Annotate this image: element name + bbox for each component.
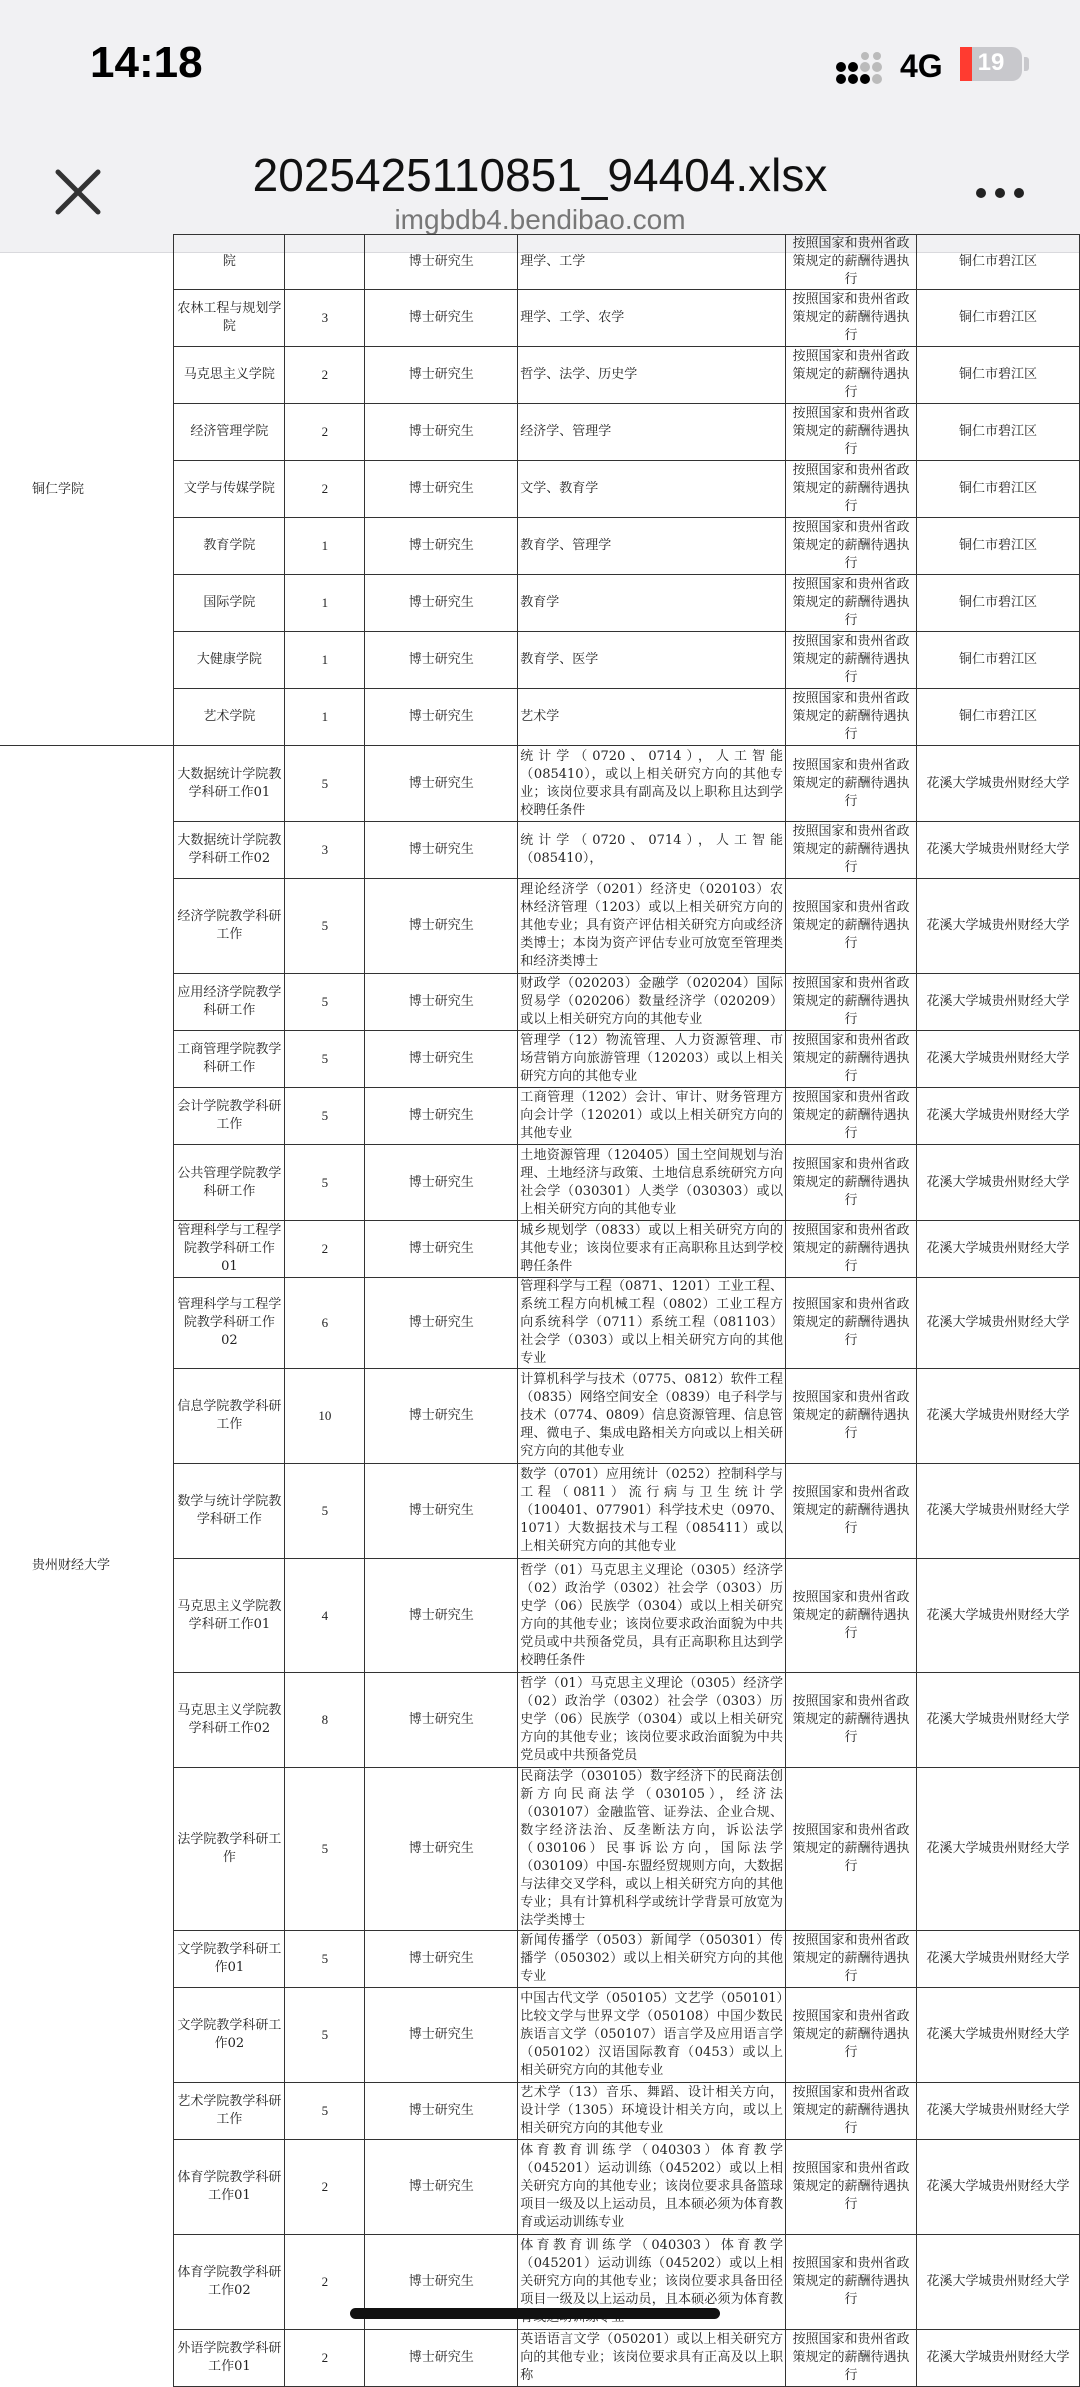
close-icon[interactable] [50, 164, 106, 220]
salary-cell: 按照国家和贵州省政策规定的薪酬待遇执行 [786, 2235, 917, 2330]
location-cell: 花溪大学城贵州财经大学 [916, 1931, 1079, 1988]
file-title: 2025425110851_94404.xlsx [252, 149, 828, 201]
count-cell: 2 [285, 404, 365, 461]
count-cell: 5 [285, 879, 365, 974]
school-group [0, 746, 1080, 2387]
degree-cell: 博士研究生 [365, 1145, 518, 1221]
table-row [0, 235, 1080, 290]
salary-cell: 按照国家和贵州省政策规定的薪酬待遇执行 [786, 1464, 917, 1559]
salary-cell: 按照国家和贵州省政策规定的薪酬待遇执行 [786, 632, 917, 689]
dept-cell: 艺术学院 [174, 689, 285, 746]
count-cell: 5 [285, 1931, 365, 1988]
degree-cell: 博士研究生 [365, 879, 518, 974]
degree-cell: 博士研究生 [365, 1088, 518, 1145]
location-cell: 花溪大学城贵州财经大学 [916, 1369, 1079, 1464]
location-cell: 花溪大学城贵州财经大学 [916, 2083, 1079, 2140]
count-cell: 1 [285, 689, 365, 746]
salary-cell: 按照国家和贵州省政策规定的薪酬待遇执行 [786, 746, 917, 822]
requirement-cell: 财政学（020203）金融学（020204）国际贸易学（020206）数量经济学（020209）或以上相关研究方向的其他专业 [518, 974, 786, 1031]
requirement-cell: 工商管理（1202）会计、审计、财务管理方向会计学（120201）或以上相关研究方向的其他专业 [518, 1088, 786, 1145]
requirement-cell: 理论经济学（0201）经济史（020103）农林经济管理（1203）或以上相关研究方向的其他专业；具有资产评估相关研究方向或经济类博士；本岗为资产评估专业可放宽至管理类和经济类博士 [518, 879, 786, 974]
table-row [0, 746, 1080, 822]
salary-cell: 按照国家和贵州省政策规定的薪酬待遇执行 [786, 1088, 917, 1145]
salary-cell: 按照国家和贵州省政策规定的薪酬待遇执行 [786, 1369, 917, 1464]
location-cell: 铜仁市碧江区 [916, 461, 1079, 518]
count-cell: 5 [285, 1988, 365, 2083]
requirement-cell: 理学、工学 [518, 235, 786, 290]
count-cell: 5 [285, 974, 365, 1031]
degree-cell: 博士研究生 [365, 822, 518, 879]
location-cell: 铜仁市碧江区 [916, 235, 1079, 290]
dept-cell: 大数据统计学院教学科研工作02 [174, 822, 285, 879]
salary-cell: 按照国家和贵州省政策规定的薪酬待遇执行 [786, 1031, 917, 1088]
degree-cell: 博士研究生 [365, 347, 518, 404]
location-cell: 花溪大学城贵州财经大学 [916, 1768, 1079, 1931]
dept-cell: 数学与统计学院教学科研工作 [174, 1464, 285, 1559]
signal-icon [835, 52, 883, 86]
location-cell: 铜仁市碧江区 [916, 347, 1079, 404]
degree-cell: 博士研究生 [365, 1931, 518, 1988]
dept-cell: 艺术学院教学科研工作 [174, 2083, 285, 2140]
degree-cell: 博士研究生 [365, 1221, 518, 1278]
salary-cell: 按照国家和贵州省政策规定的薪酬待遇执行 [786, 822, 917, 879]
salary-cell: 按照国家和贵州省政策规定的薪酬待遇执行 [786, 1768, 917, 1931]
location-cell: 花溪大学城贵州财经大学 [916, 822, 1079, 879]
requirement-cell: 教育学 [518, 575, 786, 632]
degree-cell: 博士研究生 [365, 2330, 518, 2387]
count-cell: 2 [285, 2235, 365, 2330]
dept-cell: 体育学院教学科研工作02 [174, 2235, 285, 2330]
requirement-cell: 哲学（01）马克思主义理论（0305）经济学（02）政治学（0302）社会学（0303）历史学（06）民族学（0304）或以上相关研究方向的其他专业；该岗位要求政治面貌为中共党员或中共预备党员，具有正高职称且达到学校聘任条件 [518, 1559, 786, 1673]
salary-cell: 按照国家和贵州省政策规定的薪酬待遇执行 [786, 1673, 917, 1768]
requirement-cell: 教育学、医学 [518, 632, 786, 689]
salary-cell: 按照国家和贵州省政策规定的薪酬待遇执行 [786, 575, 917, 632]
salary-cell: 按照国家和贵州省政策规定的薪酬待遇执行 [786, 1278, 917, 1369]
count-cell [285, 235, 365, 290]
salary-cell: 按照国家和贵州省政策规定的薪酬待遇执行 [786, 879, 917, 974]
dept-cell: 工商管理学院教学科研工作 [174, 1031, 285, 1088]
degree-cell: 博士研究生 [365, 2235, 518, 2330]
salary-cell: 按照国家和贵州省政策规定的薪酬待遇执行 [786, 2330, 917, 2387]
salary-cell: 按照国家和贵州省政策规定的薪酬待遇执行 [786, 461, 917, 518]
salary-cell: 按照国家和贵州省政策规定的薪酬待遇执行 [786, 1988, 917, 2083]
degree-cell: 博士研究生 [365, 575, 518, 632]
degree-cell: 博士研究生 [365, 1988, 518, 2083]
location-cell: 铜仁市碧江区 [916, 290, 1079, 347]
salary-cell: 按照国家和贵州省政策规定的薪酬待遇执行 [786, 290, 917, 347]
count-cell: 1 [285, 518, 365, 575]
location-cell: 花溪大学城贵州财经大学 [916, 879, 1079, 974]
dept-cell: 经济学院教学科研工作 [174, 879, 285, 974]
dept-cell: 应用经济学院教学科研工作 [174, 974, 285, 1031]
degree-cell: 博士研究生 [365, 290, 518, 347]
location-cell: 花溪大学城贵州财经大学 [916, 1673, 1079, 1768]
home-indicator[interactable] [350, 2308, 720, 2319]
count-cell: 5 [285, 2083, 365, 2140]
salary-cell: 按照国家和贵州省政策规定的薪酬待遇执行 [786, 404, 917, 461]
requirement-cell: 管理科学与工程（0871、1201）工业工程、系统工程方向机械工程（0802）工业工程方向系统科学（0711）系统工程（081103）社会学（0303）或以上相关研究方向的其他专业 [518, 1278, 786, 1369]
dept-cell: 管理科学与工程学院教学科研工作02 [174, 1278, 285, 1369]
location-cell: 花溪大学城贵州财经大学 [916, 2140, 1079, 2235]
location-cell: 花溪大学城贵州财经大学 [916, 2235, 1079, 2330]
degree-cell: 博士研究生 [365, 461, 518, 518]
requirement-cell: 民商法学（030105）数字经济下的民商法创新方向民商法学（030105），经济法（030107）金融监管、证券法、企业合规、数字经济法治、反垄断法方向，诉讼法学（030106）民事诉讼方向，国际法学（030109）中国-东盟经贸规则方向，大数据与法律交叉学科，或以上相关研究方向的其他专业；具有计算机科学或统计学背景可放宽为法学类博士 [518, 1768, 786, 1931]
spreadsheet-view[interactable] [0, 236, 1080, 2383]
requirement-cell: 文学、教育学 [518, 461, 786, 518]
salary-cell: 按照国家和贵州省政策规定的薪酬待遇执行 [786, 2083, 917, 2140]
school-cell: 贵州财经大学 [0, 746, 174, 2387]
dept-cell: 农林工程与规划学院 [174, 290, 285, 347]
dept-cell: 文学院教学科研工作02 [174, 1988, 285, 2083]
location-cell: 花溪大学城贵州财经大学 [916, 1088, 1079, 1145]
location-cell: 花溪大学城贵州财经大学 [916, 1031, 1079, 1088]
degree-cell: 博士研究生 [365, 2140, 518, 2235]
degree-cell: 博士研究生 [365, 1031, 518, 1088]
degree-cell: 博士研究生 [365, 1464, 518, 1559]
job-table [0, 234, 1080, 2387]
dept-cell: 马克思主义学院 [174, 347, 285, 404]
salary-cell: 按照国家和贵州省政策规定的薪酬待遇执行 [786, 1145, 917, 1221]
requirement-cell: 管理学（12）物流管理、人力资源管理、市场营销方向旅游管理（120203）或以上相关研究方向的其他专业 [518, 1031, 786, 1088]
school-cell: 铜仁学院 [0, 235, 174, 746]
requirement-cell: 统计学（0720、0714），人工智能（085410），或以上相关研究方向的其他专业；该岗位要求具有副高及以上职称且达到学校聘任条件 [518, 746, 786, 822]
dept-cell: 信息学院教学科研工作 [174, 1369, 285, 1464]
dept-cell: 管理科学与工程学院教学科研工作01 [174, 1221, 285, 1278]
dept-cell: 院 [174, 235, 285, 290]
location-cell: 花溪大学城贵州财经大学 [916, 1559, 1079, 1673]
count-cell: 5 [285, 1088, 365, 1145]
degree-cell: 博士研究生 [365, 632, 518, 689]
degree-cell: 博士研究生 [365, 974, 518, 1031]
degree-cell: 博士研究生 [365, 689, 518, 746]
degree-cell: 博士研究生 [365, 518, 518, 575]
location-cell: 花溪大学城贵州财经大学 [916, 974, 1079, 1031]
requirement-cell: 哲学（01）马克思主义理论（0305）经济学（02）政治学（0302）社会学（0303）历史学（06）民族学（0304）或以上相关研究方向的其他专业；该岗位要求政治面貌为中共党员或中共预备党员 [518, 1673, 786, 1768]
requirement-cell: 新闻传播学（0503）新闻学（050301）传播学（050302）或以上相关研究方向的其他专业 [518, 1931, 786, 1988]
school-group [0, 235, 1080, 746]
degree-cell: 博士研究生 [365, 2083, 518, 2140]
requirement-cell: 哲学、法学、历史学 [518, 347, 786, 404]
location-cell: 铜仁市碧江区 [916, 404, 1079, 461]
dept-cell: 公共管理学院教学科研工作 [174, 1145, 285, 1221]
dept-cell: 马克思主义学院教学科研工作02 [174, 1673, 285, 1768]
count-cell: 2 [285, 2330, 365, 2387]
location-cell: 铜仁市碧江区 [916, 575, 1079, 632]
dept-cell: 体育学院教学科研工作01 [174, 2140, 285, 2235]
count-cell: 5 [285, 1464, 365, 1559]
count-cell: 3 [285, 290, 365, 347]
count-cell: 3 [285, 822, 365, 879]
degree-cell: 博士研究生 [365, 404, 518, 461]
requirement-cell: 土地资源管理（120405）国土空间规划与治理、土地经济与政策、土地信息系统研究方向社会学（030301）人类学（030303）或以上相关研究方向的其他专业 [518, 1145, 786, 1221]
requirement-cell: 英语语言文学（050201）或以上相关研究方向的其他专业；该岗位要求具有正高及以上职称 [518, 2330, 786, 2387]
salary-cell: 按照国家和贵州省政策规定的薪酬待遇执行 [786, 974, 917, 1031]
degree-cell: 博士研究生 [365, 1673, 518, 1768]
count-cell: 2 [285, 461, 365, 518]
location-cell: 铜仁市碧江区 [916, 632, 1079, 689]
location-cell: 花溪大学城贵州财经大学 [916, 1278, 1079, 1369]
dept-cell: 教育学院 [174, 518, 285, 575]
file-domain: imgbdb4.bendibao.com [394, 204, 686, 235]
count-cell: 5 [285, 1145, 365, 1221]
battery-level: 19 [977, 49, 1005, 76]
dept-cell: 经济管理学院 [174, 404, 285, 461]
dept-cell: 外语学院教学科研工作01 [174, 2330, 285, 2387]
requirement-cell: 体育教育训练学（040303）体育教学（045201）运动训练（045202）或以上相关研究方向的其他专业；该岗位要求具备篮球项目一级及以上运动员，且本硕必须为体育教育或运动训练专业 [518, 2140, 786, 2235]
degree-cell: 博士研究生 [365, 746, 518, 822]
requirement-cell: 统计学（0720、0714），人工智能（085410）， [518, 822, 786, 879]
requirement-cell: 经济学、管理学 [518, 404, 786, 461]
count-cell: 2 [285, 1221, 365, 1278]
count-cell: 5 [285, 1768, 365, 1931]
count-cell: 1 [285, 575, 365, 632]
requirement-cell: 艺术学 [518, 689, 786, 746]
degree-cell: 博士研究生 [365, 1278, 518, 1369]
location-cell: 花溪大学城贵州财经大学 [916, 1988, 1079, 2083]
requirement-cell: 教育学、管理学 [518, 518, 786, 575]
count-cell: 2 [285, 347, 365, 404]
requirement-cell: 中国古代文学（050105）文艺学（050101）比较文学与世界文学（050108）中国少数民族语言文学（050107）语言学及应用语言学（050102）汉语国际教育（0453）或以上相关研究方向的其他专业 [518, 1988, 786, 2083]
battery-tip [1024, 57, 1029, 71]
location-cell: 花溪大学城贵州财经大学 [916, 1221, 1079, 1278]
degree-cell: 博士研究生 [365, 1768, 518, 1931]
status-time: 14:18 [90, 38, 203, 87]
battery-icon [960, 47, 1022, 81]
requirement-cell: 计算机科学与技术（0775、0812）软件工程（0835）网络空间安全（0839）电子科学与技术（0774、0809）信息资源管理、信息管理、微电子、集成电路相关方向或以上相关研究方向的其他专业 [518, 1369, 786, 1464]
dept-cell: 文学院教学科研工作01 [174, 1931, 285, 1988]
salary-cell: 按照国家和贵州省政策规定的薪酬待遇执行 [786, 2140, 917, 2235]
requirement-cell: 艺术学（13）音乐、舞蹈、设计相关方向，设计学（1305）环境设计相关方向，或以上相关研究方向的其他专业 [518, 2083, 786, 2140]
count-cell: 4 [285, 1559, 365, 1673]
count-cell: 5 [285, 1031, 365, 1088]
dept-cell: 大健康学院 [174, 632, 285, 689]
salary-cell: 按照国家和贵州省政策规定的薪酬待遇执行 [786, 1221, 917, 1278]
count-cell: 6 [285, 1278, 365, 1369]
count-cell: 8 [285, 1673, 365, 1768]
dept-cell: 会计学院教学科研工作 [174, 1088, 285, 1145]
location-cell: 花溪大学城贵州财经大学 [916, 1464, 1079, 1559]
degree-cell: 博士研究生 [365, 235, 518, 290]
requirement-cell: 数学（0701）应用统计（0252）控制科学与工程（0811）流行病与卫生统计学（100401、077901）科学技术史（0970、1071）大数据技术与工程（085411）或以上相关研究方向的其他专业 [518, 1464, 786, 1559]
salary-cell: 按照国家和贵州省政策规定的薪酬待遇执行 [786, 1559, 917, 1673]
salary-cell: 按照国家和贵州省政策规定的薪酬待遇执行 [786, 518, 917, 575]
location-cell: 花溪大学城贵州财经大学 [916, 1145, 1079, 1221]
requirement-cell: 城乡规划学（0833）或以上相关研究方向的其他专业；该岗位要求有正高职称且达到学校聘任条件 [518, 1221, 786, 1278]
salary-cell: 按照国家和贵州省政策规定的薪酬待遇执行 [786, 235, 917, 290]
salary-cell: 按照国家和贵州省政策规定的薪酬待遇执行 [786, 347, 917, 404]
dept-cell: 文学与传媒学院 [174, 461, 285, 518]
dept-cell: 大数据统计学院教学科研工作01 [174, 746, 285, 822]
salary-cell: 按照国家和贵州省政策规定的薪酬待遇执行 [786, 689, 917, 746]
network-type: 4G [900, 48, 943, 84]
dept-cell: 马克思主义学院教学科研工作01 [174, 1559, 285, 1673]
dept-cell: 国际学院 [174, 575, 285, 632]
count-cell: 10 [285, 1369, 365, 1464]
dept-cell: 法学院教学科研工作 [174, 1768, 285, 1931]
requirement-cell: 理学、工学、农学 [518, 290, 786, 347]
location-cell: 铜仁市碧江区 [916, 689, 1079, 746]
location-cell: 花溪大学城贵州财经大学 [916, 2330, 1079, 2387]
count-cell: 1 [285, 632, 365, 689]
salary-cell: 按照国家和贵州省政策规定的薪酬待遇执行 [786, 1931, 917, 1988]
more-icon[interactable] [972, 176, 1028, 206]
degree-cell: 博士研究生 [365, 1559, 518, 1673]
location-cell: 铜仁市碧江区 [916, 518, 1079, 575]
count-cell: 2 [285, 2140, 365, 2235]
count-cell: 5 [285, 746, 365, 822]
location-cell: 花溪大学城贵州财经大学 [916, 746, 1079, 822]
requirement-cell: 体育教育训练学（040303）体育教学（045201）运动训练（045202）或以上相关研究方向的其他专业；该岗位要求具备田径项目一级及以上运动员，且本硕必须为体育教 [518, 2235, 786, 2330]
degree-cell: 博士研究生 [365, 1369, 518, 1464]
status-bar [0, 0, 1080, 130]
